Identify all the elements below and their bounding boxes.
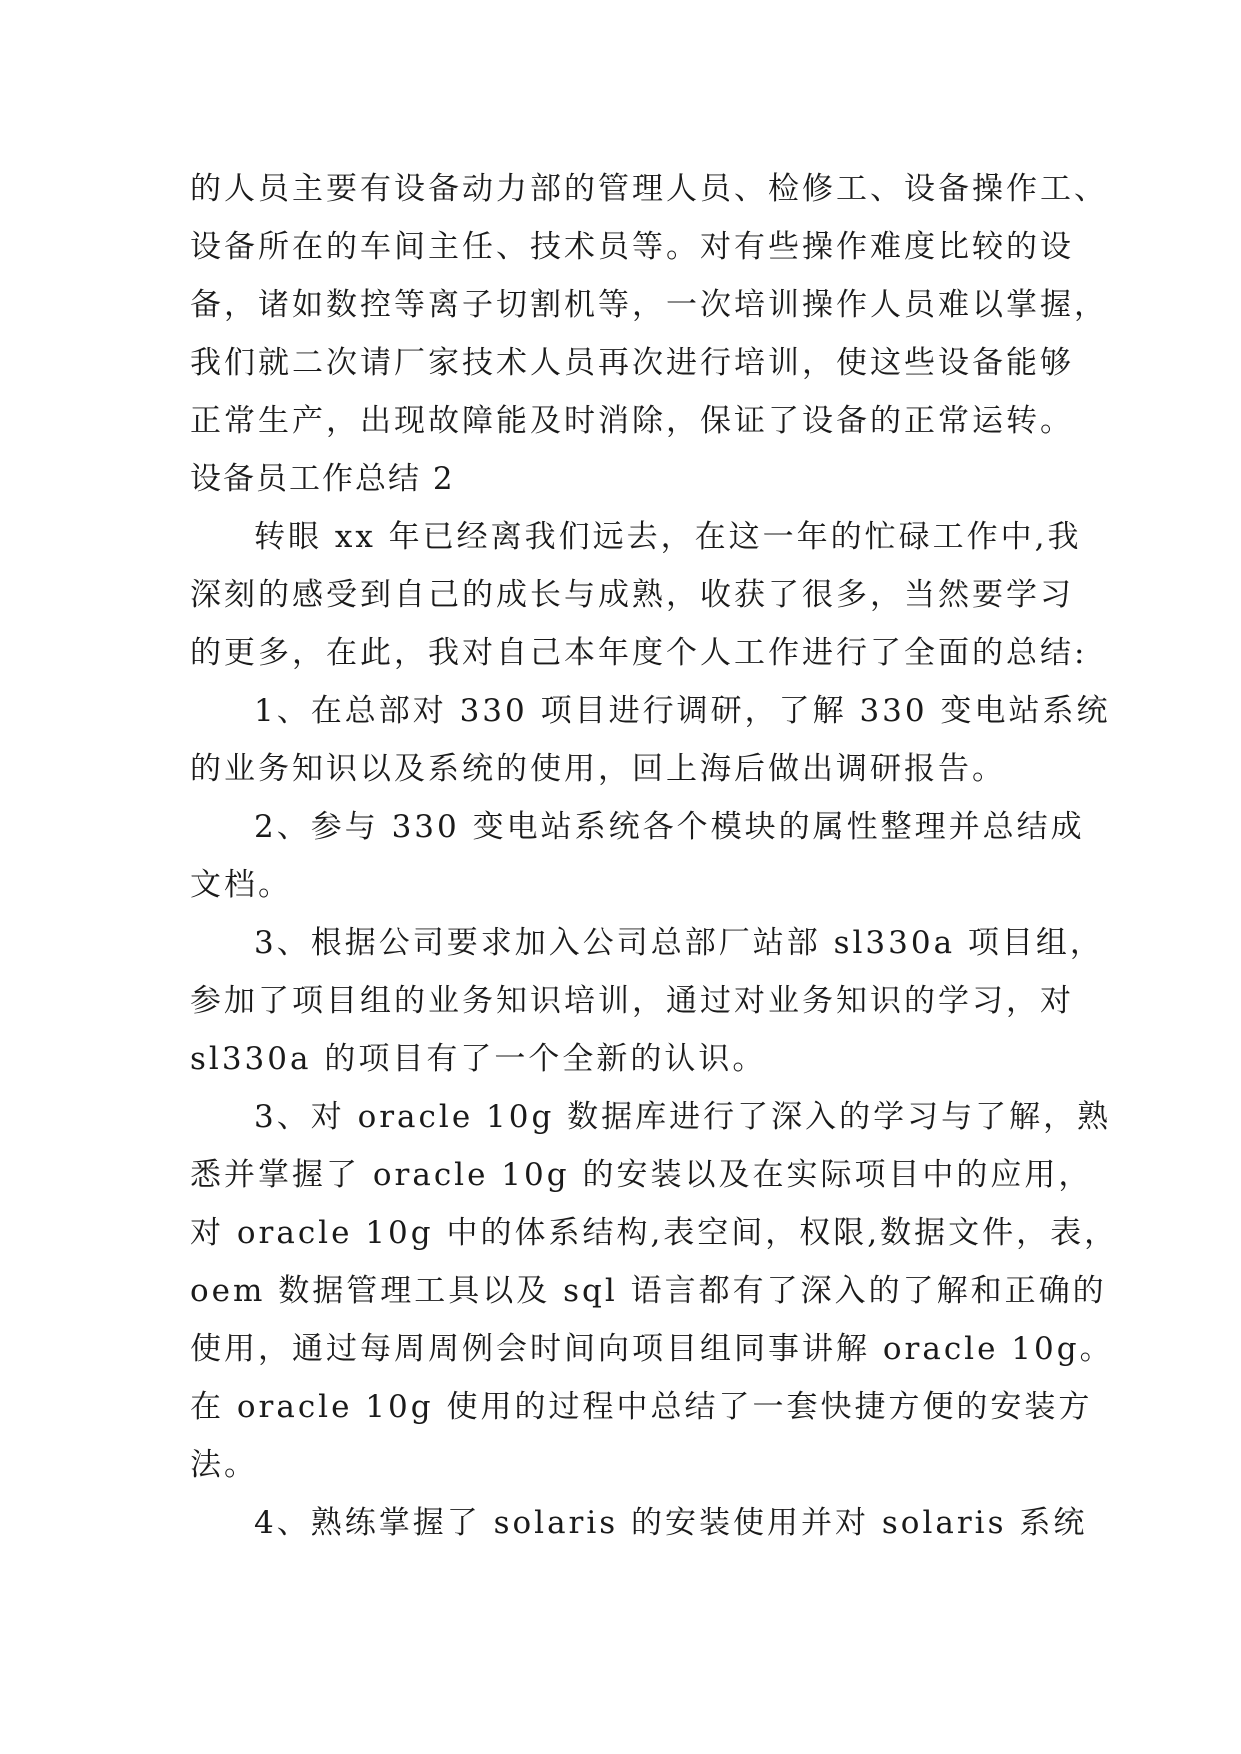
text-line: 悉并掌握了 oracle 10g 的安装以及在实际项目中的应用，	[190, 1157, 1093, 1193]
text-line: 设备所在的车间主任、技术员等。对有些操作难度比较的设	[190, 229, 1074, 265]
text-line: 的业务知识以及系统的使用，回上海后做出调研报告。	[190, 751, 1006, 787]
paragraph-first-line: 转眼 xx 年已经离我们远去，在这一年的忙碌工作中,我	[254, 519, 1082, 555]
list-item-2: 2、参与 330 变电站系统各个模块的属性整理并总结成	[254, 809, 1085, 845]
text-line: 参加了项目组的业务知识培训，通过对业务知识的学习，对	[190, 983, 1074, 1019]
text-line: 的更多，在此，我对自己本年度个人工作进行了全面的总结:	[190, 635, 1088, 671]
text-line: oem 数据管理工具以及 sql 语言都有了深入的了解和正确的	[190, 1273, 1107, 1309]
list-item-3: 3、根据公司要求加入公司总部厂站部 sl330a 项目组，	[254, 925, 1104, 961]
text-line: sl330a 的项目有了一个全新的认识。	[190, 1041, 767, 1077]
text-line: 在 oracle 10g 使用的过程中总结了一套快捷方便的安装方	[190, 1389, 1093, 1425]
text-line: 文档。	[190, 867, 292, 903]
text-line: 正常生产，出现故障能及时消除，保证了设备的正常运转。	[190, 403, 1074, 439]
text-line: 对 oracle 10g 中的体系结构,表空间，权限,数据文件，表，	[190, 1215, 1119, 1251]
text-line: 深刻的感受到自己的成长与成熟，收获了很多，当然要学习	[190, 577, 1074, 613]
list-item-1: 1、在总部对 330 项目进行调研，了解 330 变电站系统	[254, 693, 1111, 729]
text-line: 备，诸如数控等离子切割机等，一次培训操作人员难以掌握，	[190, 287, 1108, 323]
list-item-3b: 3、对 oracle 10g 数据库进行了深入的学习与了解，熟	[254, 1099, 1112, 1135]
list-item-4: 4、熟练掌握了 solaris 的安装使用并对 solaris 系统	[254, 1505, 1088, 1541]
text-line: 法。	[190, 1447, 258, 1483]
section-heading: 设备员工作总结 2	[190, 461, 455, 497]
text-line: 的人员主要有设备动力部的管理人员、检修工、设备操作工、	[190, 171, 1108, 207]
text-line: 我们就二次请厂家技术人员再次进行培训，使这些设备能够	[190, 345, 1074, 381]
document-page	[190, 160, 1119, 1552]
text-line: 使用，通过每周周例会时间向项目组同事讲解 oracle 10g。	[190, 1331, 1114, 1367]
